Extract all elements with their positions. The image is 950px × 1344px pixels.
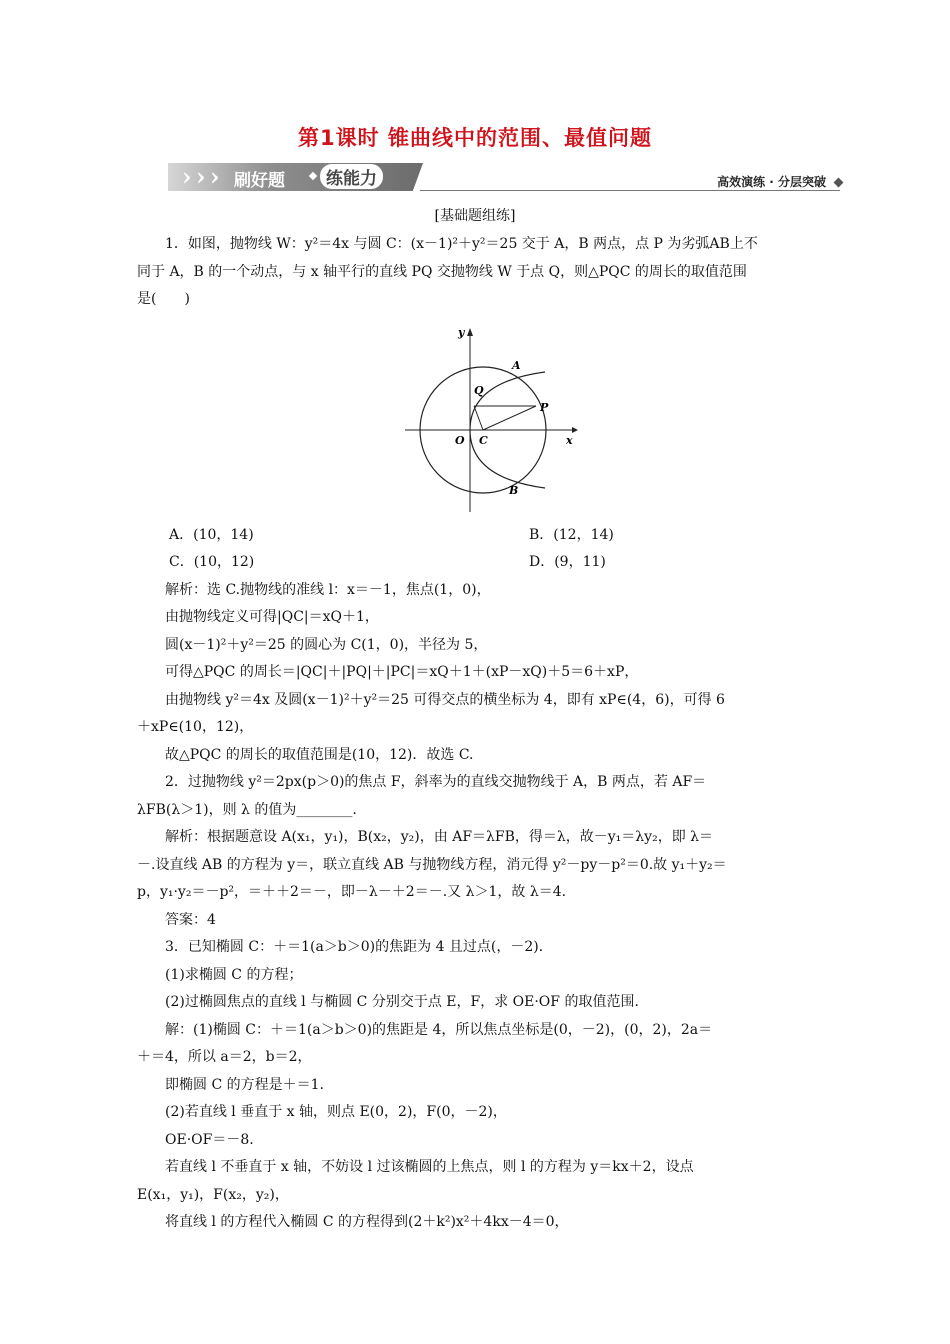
q1-solution-line: ＋xP∈(10，12)， <box>137 719 254 735</box>
q1-solution-line: 由抛物线 y²＝4x 及圆(x－1)²＋y²＝25 可得交点的横坐标为 4，即有 xP∈(4，6)，可得 6 <box>165 691 725 708</box>
parabola-circle-diagram <box>400 322 580 518</box>
banner-label-strong: 练能力 <box>320 164 383 189</box>
option-a: A．(10，14) <box>169 526 254 543</box>
chevron-right-icon: › <box>182 162 192 191</box>
q1-solution-line: 圆(x－1)²＋y²＝25 的圆心为 C(1，0)，半径为 5， <box>165 636 488 653</box>
q3-solution-line: 解：(1)椭圆 C：＋＝1(a＞b＞0)的焦距是 4，所以焦点坐标是(0，－2)，(0，2)，2a＝ <box>165 1021 713 1038</box>
q2-solution-line: －.设直线 AB 的方程为 y＝，联立直线 AB 与抛物线方程，消元得 y²－py－p²＝0.故 y₁＋y₂＝ <box>137 856 727 873</box>
option-b: B．(12，14) <box>529 526 614 543</box>
label-q: Q <box>474 383 484 397</box>
banner-right-text: 高效演练 · 分层突破 <box>717 175 826 189</box>
q3-line: (2)过椭圆焦点的直线 l 与椭圆 C 分别交于点 E，F，求 OE·OF 的取值范围． <box>165 994 649 1010</box>
q2-stem-1: 2．过抛物线 y²＝2px(p＞0)的焦点 F，斜率为的直线交抛物线于 A，B 两点，若 AF＝ <box>165 774 707 790</box>
label-o: O <box>455 433 465 447</box>
q1-solution-line: 解析：选 C.抛物线的准线 l：x＝－1，焦点(1，0)， <box>165 581 491 598</box>
q1-stem-2: 同于 A，B 的一个动点，与 x 轴平行的直线 PQ 交抛物线 W 于点 Q，则△PQC 的周长的取值范围 <box>137 263 747 280</box>
q3-solution-line: 若直线 l 不垂直于 x 轴，不妨设 l 过该椭圆的上焦点，则 l 的方程为 y＝kx＋2，设点 <box>165 1159 694 1175</box>
q2-stem-2: λFB(λ＞1)，则 λ 的值为________. <box>137 801 357 818</box>
label-b: B <box>509 483 519 497</box>
label-x: x <box>566 433 573 447</box>
q1-stem-3: 是( ) <box>137 291 190 307</box>
q3-solution-line: ＋＝4，所以 a＝2，b＝2， <box>137 1049 312 1065</box>
q3-solution-line: 即椭圆 C 的方程是＋＝1. <box>165 1076 324 1093</box>
document-body <box>137 231 817 1237</box>
q3-solution-line: OE·OF＝－8. <box>165 1131 254 1148</box>
chevron-right-icon: › <box>196 162 206 191</box>
banner-label: 刷好题 <box>234 171 285 191</box>
q1-solution-line: 可得△PQC 的周长＝|QC|＋|PQ|＋|PC|＝xQ＋1＋(xP－xQ)＋5＝6＋xP， <box>165 664 639 680</box>
q3-solution-line: E(x₁，y₁)，F(x₂，y₂)， <box>137 1186 289 1203</box>
diamond-icon <box>834 178 844 188</box>
label-a: A <box>512 358 521 372</box>
q2-answer: 答案：4 <box>165 911 216 928</box>
banner-rule <box>420 190 840 191</box>
q3-solution-line: (2)若直线 l 垂直于 x 轴，则点 E(0，2)，F(0，－2)， <box>165 1104 507 1120</box>
q1-solution-line: 故△PQC 的周长的取值范围是(10，12)．故选 C. <box>165 746 474 763</box>
label-c: C <box>479 433 488 447</box>
chevron-right-icon: › <box>210 162 220 191</box>
q2-solution-line: p，y₁·y₂＝－p²，＝＋＋2＝－，即－λ－＋2＝－.又 λ＞1，故 λ＝4. <box>137 884 567 900</box>
section-banner <box>168 163 844 193</box>
x-axis-arrow <box>572 427 578 433</box>
q1-stem-1: 1．如图，抛物线 W：y²＝4x 与圆 C：(x－1)²＋y²＝25 交于 A，B 两点，点 P 为劣弧AB上不 <box>165 236 758 252</box>
y-axis-arrow <box>467 328 473 336</box>
section-heading: [基础题组练] <box>434 208 516 224</box>
q1-figure <box>137 322 817 518</box>
label-p: P <box>540 400 549 414</box>
segment-qc <box>474 406 483 430</box>
q1-solution-line: 由抛物线定义可得|QC|＝xQ＋1， <box>165 609 379 625</box>
q3-line: (1)求椭圆 C 的方程； <box>165 966 303 983</box>
segment-pc <box>483 406 536 430</box>
q3-line: 3．已知椭圆 C：＋＝1(a＞b＞0)的焦距为 4 且过点(，－2)． <box>165 939 553 955</box>
q3-solution-line: 将直线 l 的方程代入椭圆 C 的方程得到(2＋k²)x²＋4kx－4＝0， <box>165 1214 569 1230</box>
label-y: y <box>458 325 465 339</box>
option-d: D．(9，11) <box>529 554 606 570</box>
banner-bar <box>168 163 423 191</box>
q1-options <box>169 522 817 577</box>
page-title: 第1课时 锥曲线中的范围、最值问题 <box>298 126 652 150</box>
option-c: C．(10，12) <box>169 554 255 570</box>
q2-solution-line: 解析：根据题意设 A(x₁，y₁)，B(x₂，y₂)，由 AF＝λFB，得＝λ，故－y₁＝λy₂，即 λ＝ <box>165 829 714 845</box>
